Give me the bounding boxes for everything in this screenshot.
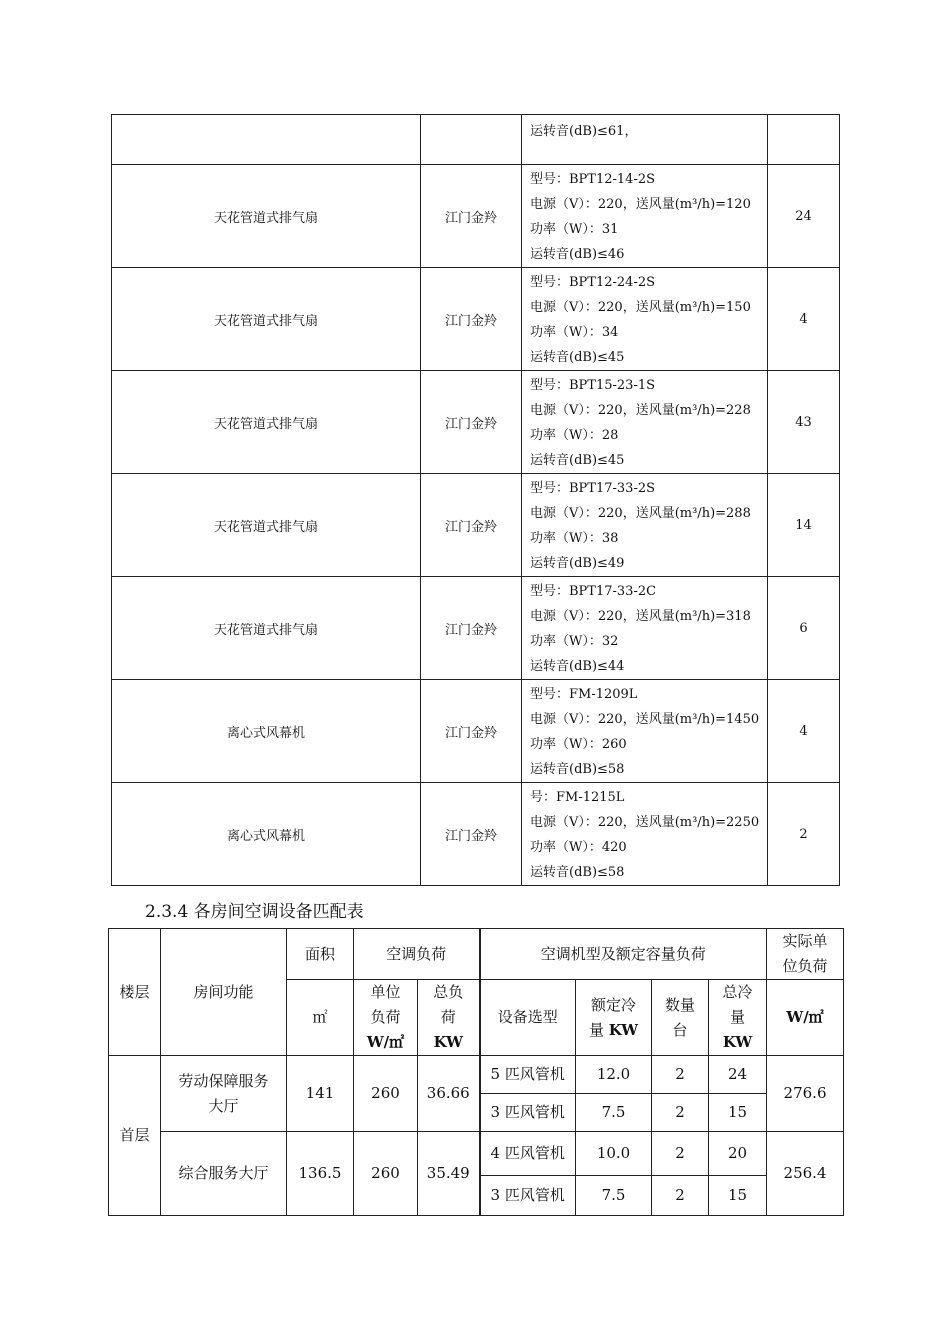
equipment-header: 设备选型 xyxy=(480,980,576,1056)
brand-cell xyxy=(421,115,522,165)
noise-line: 运转音(dB)≤45 xyxy=(530,453,625,468)
equipment-table xyxy=(111,114,840,886)
wattage-line: 功率（W）：31 xyxy=(530,222,619,237)
rated-cooling-cell: 10.0 xyxy=(576,1132,652,1176)
spec-cell xyxy=(522,577,768,680)
area-unit-header: ㎡ xyxy=(287,980,354,1056)
room-name-cell: 劳动保障服务 大厅 xyxy=(161,1056,287,1132)
spec-cell xyxy=(522,783,768,886)
wattage-line: 功率（W）：28 xyxy=(530,428,619,443)
unit-load-cell: 260 xyxy=(354,1056,418,1132)
floor-header: 楼层 xyxy=(109,929,161,1056)
quantity-cell: 2 xyxy=(768,783,840,886)
brand-cell: 江门金羚 xyxy=(421,474,522,577)
total-cooling-cell: 15 xyxy=(709,1094,767,1132)
spec-cell xyxy=(522,474,768,577)
total-load-cell: 36.66 xyxy=(418,1056,480,1132)
model-line: 型号：BPT15-23-1S xyxy=(530,378,656,393)
header-row xyxy=(109,929,844,980)
quantity-cell: 24 xyxy=(768,165,840,268)
table-row xyxy=(112,474,840,577)
rated-cooling-cell: 7.5 xyxy=(576,1176,652,1216)
wattage-line: 功率（W）：420 xyxy=(530,840,627,855)
equipment-name-cell: 天花管道式排气扇 xyxy=(112,371,421,474)
brand-cell: 江门金羚 xyxy=(421,783,522,886)
brand-cell: 江门金羚 xyxy=(421,577,522,680)
table-row xyxy=(112,268,840,371)
floor-cell: 首层 xyxy=(109,1056,161,1216)
noise-line: 运转音(dB)≤45 xyxy=(530,350,625,365)
power-supply-line: 电源（V）：220，送风量(m³/h)=120 xyxy=(530,197,751,212)
unit-load-cell: 260 xyxy=(354,1132,418,1216)
area-header: 面积 xyxy=(287,929,354,980)
total-load-header: 总负 荷 KW xyxy=(418,980,480,1056)
total-load-cell: 35.49 xyxy=(418,1132,480,1216)
actual-load-unit-header: W/㎡ xyxy=(767,980,844,1056)
rated-cooling-cell: 7.5 xyxy=(576,1094,652,1132)
table-row xyxy=(112,783,840,886)
equipment-cell: 5 匹风管机 xyxy=(480,1056,576,1094)
model-line: 型号：BPT17-33-2S xyxy=(530,481,656,496)
model-capacity-header: 空调机型及额定容量负荷 xyxy=(480,929,767,980)
actual-load-cell: 276.6 xyxy=(767,1056,844,1132)
brand-cell: 江门金羚 xyxy=(421,680,522,783)
actual-load-cell: 256.4 xyxy=(767,1132,844,1216)
ac-matching-table xyxy=(108,928,844,1216)
total-cooling-cell: 15 xyxy=(709,1176,767,1216)
wattage-line: 功率（W）：34 xyxy=(530,325,619,340)
quantity-cell: 4 xyxy=(768,268,840,371)
table-row xyxy=(109,1056,844,1094)
equipment-name-cell: 天花管道式排气扇 xyxy=(112,268,421,371)
wattage-line: 功率（W）：38 xyxy=(530,531,619,546)
spec-cell xyxy=(522,165,768,268)
noise-line: 运转音(dB)≤58 xyxy=(530,865,625,880)
equipment-name-cell: 离心式风幕机 xyxy=(112,783,421,886)
total-cooling-cell: 20 xyxy=(709,1132,767,1176)
room-name-cell: 综合服务大厅 xyxy=(161,1132,287,1216)
unit-load-header: 单位 负荷 W/㎡ xyxy=(354,980,418,1056)
total-cooling-cell: 24 xyxy=(709,1056,767,1094)
power-supply-line: 电源（V）：220，送风量(m³/h)=228 xyxy=(530,403,751,418)
equipment-cell: 3 匹风管机 xyxy=(480,1176,576,1216)
brand-cell: 江门金羚 xyxy=(421,371,522,474)
model-line: 型号：BPT17-33-2C xyxy=(530,584,657,599)
power-supply-line: 电源（V）：220，送风量(m³/h)=288 xyxy=(530,506,751,521)
quantity-cell: 2 xyxy=(652,1176,709,1216)
power-supply-line: 电源（V）：220，送风量(m³/h)=318 xyxy=(530,609,751,624)
quantity-cell: 14 xyxy=(768,474,840,577)
quantity-cell: 2 xyxy=(652,1094,709,1132)
table-row xyxy=(112,115,840,165)
equipment-name-cell xyxy=(112,115,421,165)
spec-cell xyxy=(522,371,768,474)
table-row xyxy=(112,680,840,783)
model-line: 型号：BPT12-14-2S xyxy=(530,172,656,187)
quantity-cell: 4 xyxy=(768,680,840,783)
equipment-name-cell: 天花管道式排气扇 xyxy=(112,577,421,680)
spec-cell: 运转音(dB)≤61， xyxy=(522,115,768,165)
room-function-header: 房间功能 xyxy=(161,929,287,1056)
brand-cell: 江门金羚 xyxy=(421,268,522,371)
table-row xyxy=(112,577,840,680)
quantity-header: 数量 台 xyxy=(652,980,709,1056)
rated-cooling-header: 额定冷 量 KW xyxy=(576,980,652,1056)
section-heading: 2.3.4 各房间空调设备匹配表 xyxy=(145,902,364,922)
ac-load-header: 空调负荷 xyxy=(354,929,480,980)
equipment-name-cell: 离心式风幕机 xyxy=(112,680,421,783)
quantity-cell xyxy=(768,115,840,165)
spec-cell xyxy=(522,268,768,371)
spec-cell xyxy=(522,680,768,783)
table-row xyxy=(109,1132,844,1176)
table-row xyxy=(112,371,840,474)
model-line: 型号：FM-1209L xyxy=(530,687,638,702)
quantity-cell: 2 xyxy=(652,1132,709,1176)
noise-line: 运转音(dB)≤46 xyxy=(530,247,625,262)
equipment-cell: 4 匹风管机 xyxy=(480,1132,576,1176)
brand-cell: 江门金羚 xyxy=(421,165,522,268)
power-supply-line: 电源（V）：220，送风量(m³/h)=150 xyxy=(530,300,751,315)
rated-cooling-cell: 12.0 xyxy=(576,1056,652,1094)
noise-line: 运转音(dB)≤49 xyxy=(530,556,625,571)
area-cell: 141 xyxy=(287,1056,354,1132)
total-cooling-header: 总冷 量 KW xyxy=(709,980,767,1056)
model-line: 号：FM-1215L xyxy=(530,790,625,805)
quantity-cell: 43 xyxy=(768,371,840,474)
quantity-cell: 6 xyxy=(768,577,840,680)
table-row xyxy=(112,165,840,268)
equipment-cell: 3 匹风管机 xyxy=(480,1094,576,1132)
equipment-name-cell: 天花管道式排气扇 xyxy=(112,165,421,268)
wattage-line: 功率（W）：260 xyxy=(530,737,627,752)
noise-line: 运转音(dB)≤58 xyxy=(530,762,625,777)
wattage-line: 功率（W）：32 xyxy=(530,634,619,649)
equipment-name-cell: 天花管道式排气扇 xyxy=(112,474,421,577)
area-cell: 136.5 xyxy=(287,1132,354,1216)
power-supply-line: 电源（V）：220，送风量(m³/h)=2250 xyxy=(530,815,760,830)
noise-line: 运转音(dB)≤44 xyxy=(530,659,625,674)
actual-load-header: 实际单 位负荷 xyxy=(767,929,844,980)
quantity-cell: 2 xyxy=(652,1056,709,1094)
power-supply-line: 电源（V）：220，送风量(m³/h)=1450 xyxy=(530,712,760,727)
model-line: 型号：BPT12-24-2S xyxy=(530,275,656,290)
